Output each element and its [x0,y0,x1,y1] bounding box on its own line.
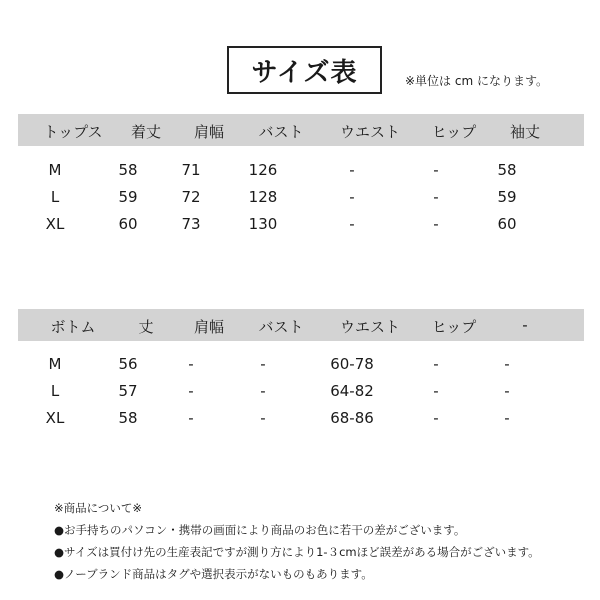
table-cell: 59 [497,188,517,206]
table-cell: 59 [118,188,138,206]
tops-header-cell: 着丈 [130,123,161,141]
table-row [0,409,600,429]
tops-header-cell: ウエスト [339,123,400,141]
table-cell: 130 [248,215,278,233]
table-cell: - [349,161,355,179]
table-cell: 58 [118,409,138,427]
table-cell: - [504,382,510,400]
bottoms-header-cell: 肩幅 [193,318,224,336]
table-cell: M [48,161,62,179]
table-cell: 73 [181,215,201,233]
bottoms-header-cell: バスト [258,318,304,336]
tops-header-row [18,114,584,146]
note-item: ●お手持ちのパソコン・携帯の画面により商品のお色に若干の差がございます。 [54,523,466,537]
table-cell: 56 [118,355,138,373]
unit-note: ※単位は cm になります。 [405,74,549,88]
note-item: ●ノーブランド商品はタグや選択表示がないものもあります。 [54,567,373,581]
table-row [0,215,600,235]
table-cell: - [349,215,355,233]
note-item: ●サイズは買付け先の生産表記ですが測り方により1-３cmほど誤差がある場合がございます。 [54,545,540,559]
tops-header-cell: 袖丈 [509,123,540,141]
bottoms-header-cell: ヒップ [431,318,477,336]
tops-header-cell: トップス [43,123,103,141]
table-cell: 57 [118,382,138,400]
table-cell: L [50,382,60,400]
table-cell: M [48,355,62,373]
table-cell: - [433,355,439,373]
tops-header-cell: バスト [258,123,304,141]
table-cell: - [433,215,439,233]
table-row [0,188,600,208]
table-row [0,382,600,402]
table-cell: 60 [118,215,138,233]
bottoms-header-cell: - [522,316,528,334]
table-cell: - [349,188,355,206]
table-cell: XL [45,409,65,427]
table-cell: 64-82 [330,382,374,400]
table-cell: 60-78 [330,355,374,373]
tops-header-cell: ヒップ [431,123,477,141]
table-cell: - [260,409,266,427]
table-row [0,355,600,375]
table-cell: 68-86 [330,409,374,427]
table-cell: - [433,161,439,179]
table-cell: - [504,355,510,373]
product-notes [54,497,540,585]
table-cell: 71 [181,161,201,179]
table-row [0,161,600,181]
bottoms-header-cell: ウエスト [339,318,400,336]
table-cell: - [433,188,439,206]
table-cell: - [188,409,194,427]
table-cell: - [188,355,194,373]
table-cell: L [50,188,60,206]
table-cell: - [504,409,510,427]
table-cell: - [433,409,439,427]
table-cell: 72 [181,188,201,206]
bottoms-header-cell: 丈 [138,318,154,336]
table-cell: 58 [118,161,138,179]
table-cell: 128 [248,188,278,206]
table-cell: - [433,382,439,400]
tops-header-cell: 肩幅 [193,123,224,141]
table-cell: 60 [497,215,517,233]
bottoms-header-cell: ボトム [50,318,96,336]
table-cell: - [188,382,194,400]
size-chart-title: サイズ表 [227,46,382,94]
table-cell: XL [45,215,65,233]
bottoms-header-row [18,309,584,341]
table-cell: 58 [497,161,517,179]
table-cell: - [260,355,266,373]
notes-heading: ※商品について※ [54,501,143,515]
table-cell: 126 [248,161,278,179]
table-cell: - [260,382,266,400]
